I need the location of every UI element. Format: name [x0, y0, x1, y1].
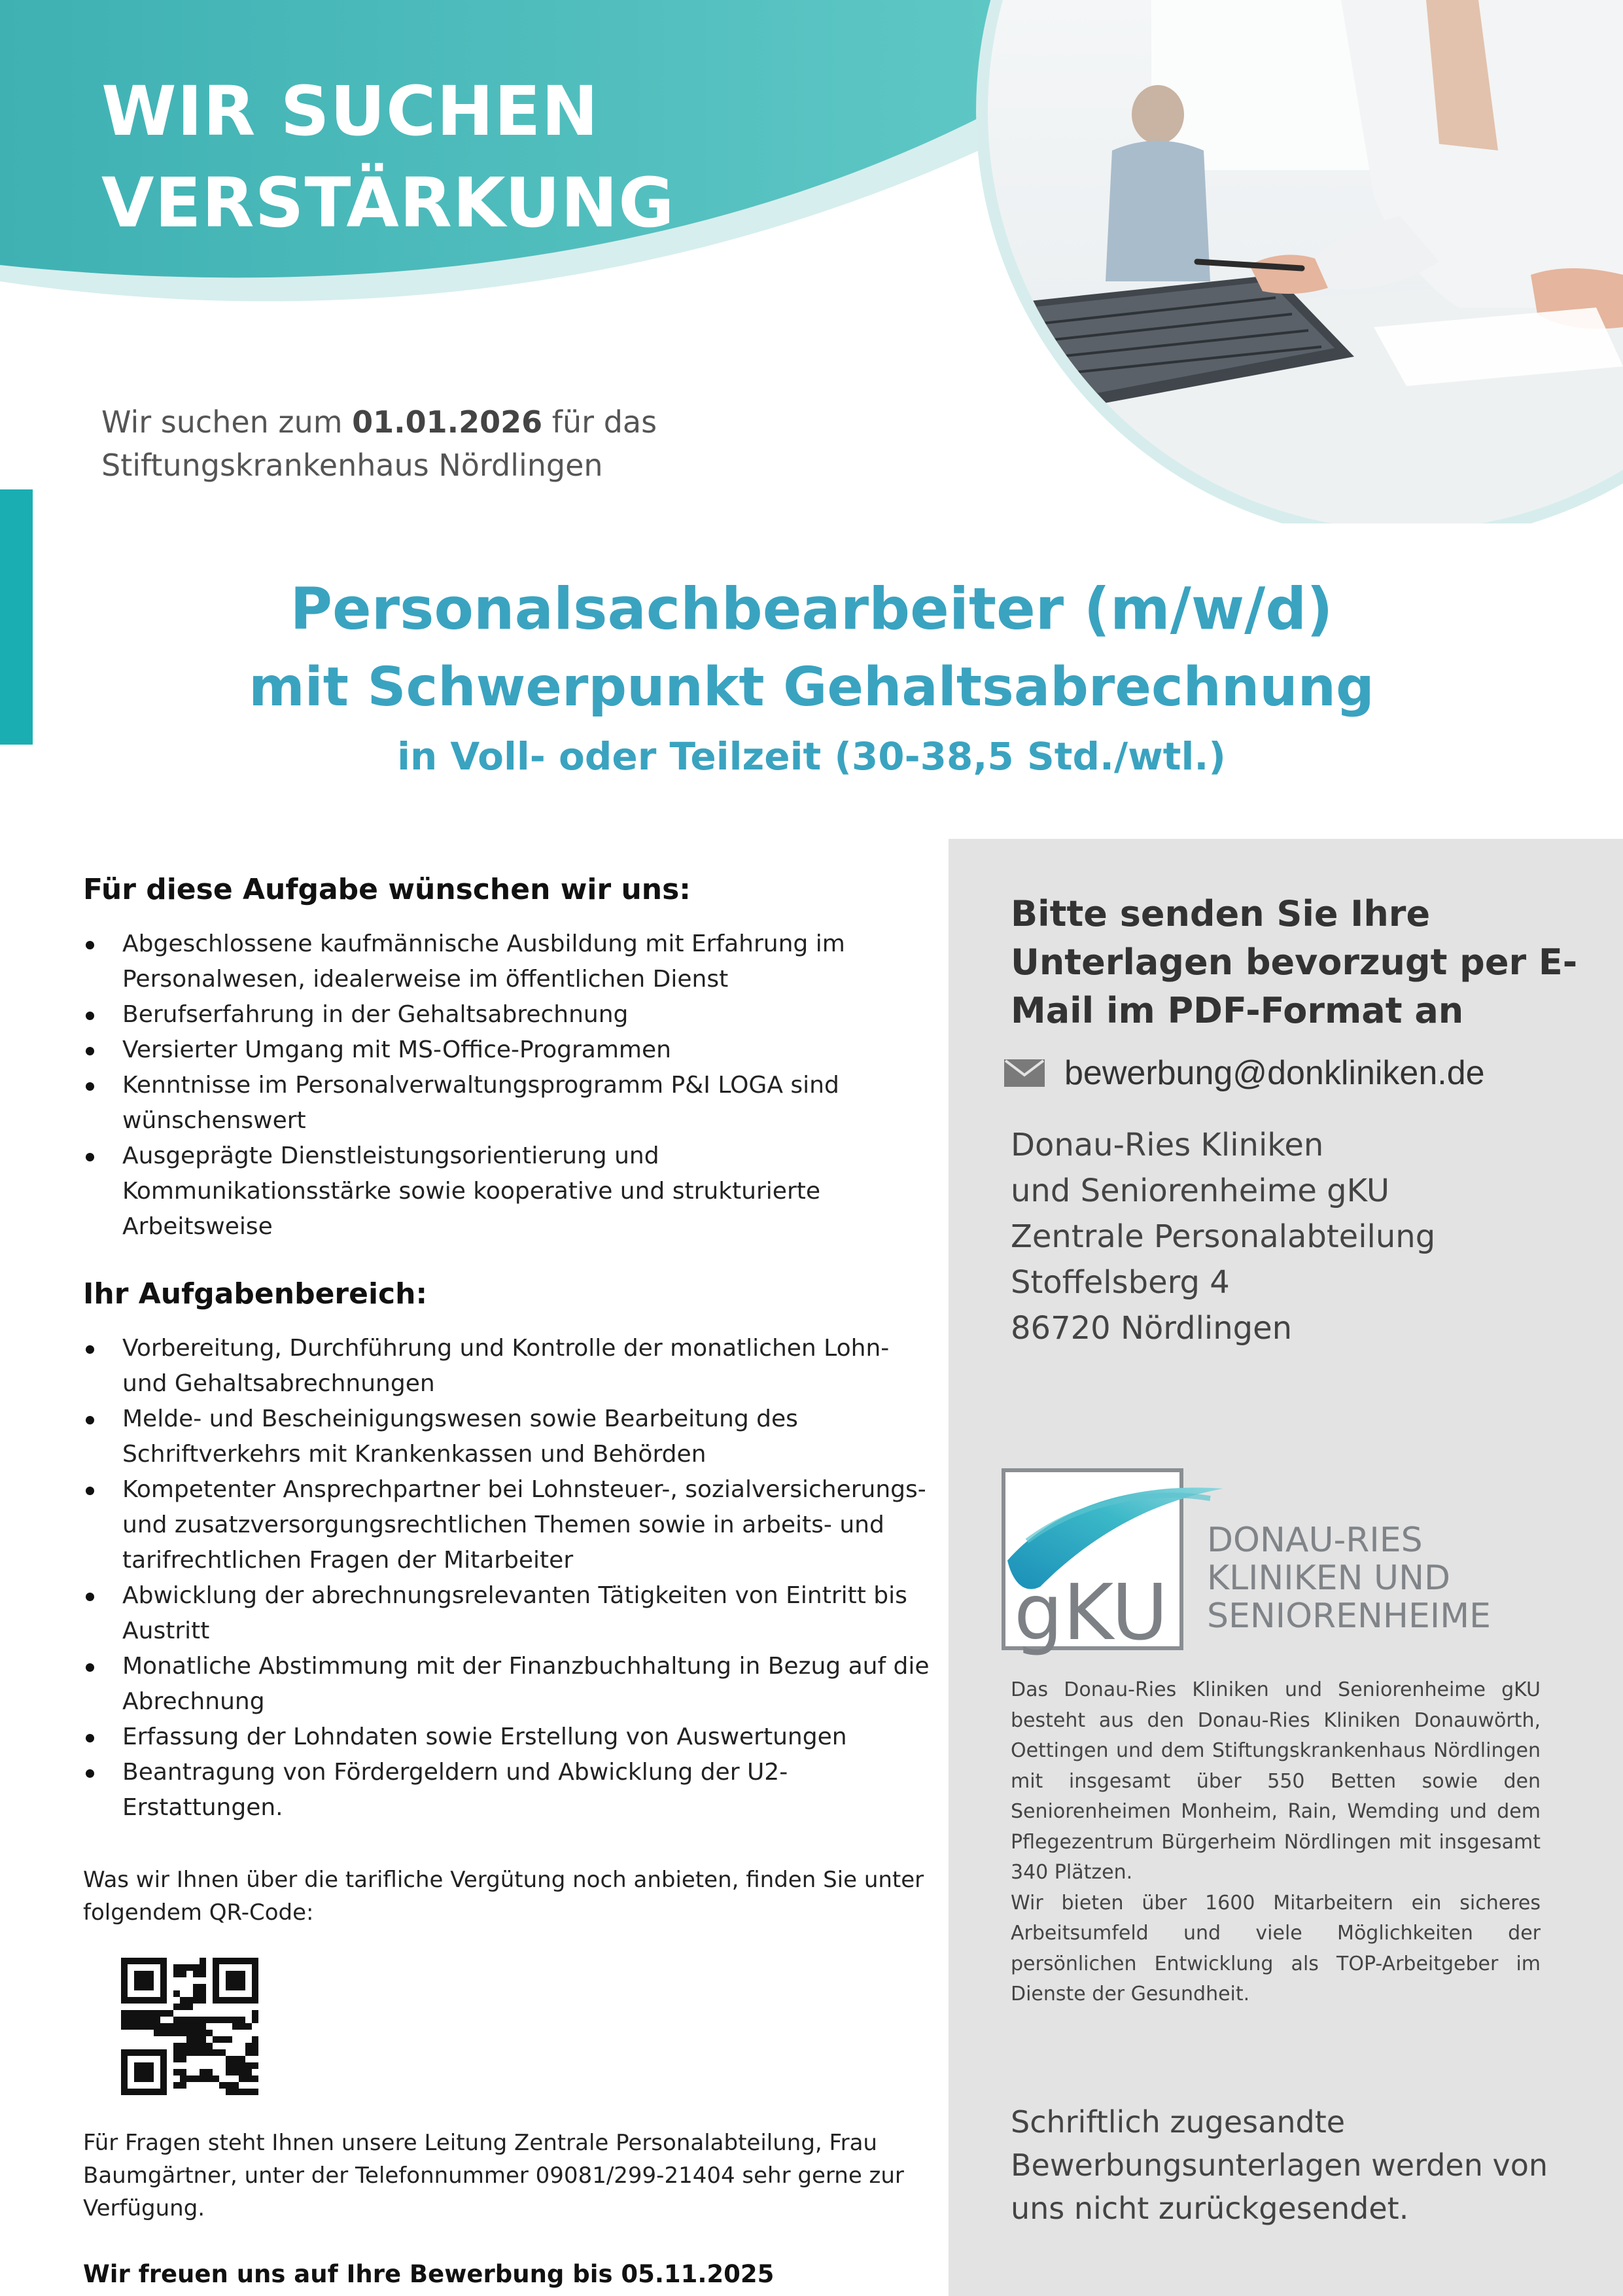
bullet-icon	[86, 1345, 94, 1354]
return-note: Schriftlich zugesandte Bewerbungsunterlagen werden von uns nicht zurückgesendet.	[1011, 2104, 1548, 2226]
requirements-heading: Für diese Aufgabe wünschen wir uns:	[83, 873, 691, 906]
tasks-list	[83, 1331, 934, 1826]
bullet-icon	[86, 1593, 94, 1601]
headline-line2: VERSTÄRKUNG	[101, 163, 675, 243]
list-item: Vorbereitung, Durchführung und Kontrolle der monatlichen Lohn- und Gehaltsabrechnungen	[83, 1331, 934, 1402]
list-item: Versierter Umgang mit MS-Office-Programmen	[83, 1033, 934, 1068]
list-item: Berufserfahrung in der Gehaltsabrechnung	[83, 997, 934, 1033]
intro-hospital: Stiftungskrankenhaus Nördlingen	[101, 448, 603, 483]
address-line: Donau-Ries Kliniken	[1011, 1127, 1324, 1163]
logo-line: DONAU-RIES	[1207, 1521, 1423, 1560]
logo-wordmark	[1207, 1521, 1491, 1635]
address-line: 86720 Nördlingen	[1011, 1310, 1293, 1347]
bullet-icon	[86, 1734, 94, 1742]
contact-text: Für Fragen steht Ihnen unsere Leitung Zentrale Personalabteilung, Frau Baumgärtner, unter der Telefonnummer 09081/299-21404 sehr gerne zur Verfügung.	[83, 2130, 904, 2221]
list-item: Erfassung der Lohndaten sowie Erstellung von Auswertungen	[83, 1720, 934, 1755]
list-item: Abgeschlossene kaufmännische Ausbildung mit Erfahrung im Personalwesen, idealerweise im öffentlichen Dienst	[83, 927, 934, 997]
bullet-icon	[86, 1769, 94, 1778]
postal-address	[1011, 1122, 1435, 1351]
bullet-icon	[86, 1663, 94, 1672]
intro-text	[101, 400, 657, 487]
closing-text: Wir freuen uns auf Ihre Bewerbung bis 05.11.2025	[83, 2260, 775, 2288]
address-line: Zentrale Personalabteilung	[1011, 1218, 1436, 1255]
headline-line1: WIR SUCHEN	[101, 71, 599, 151]
address-line: und Seniorenheime gKU	[1011, 1173, 1389, 1209]
left-column	[83, 870, 934, 2291]
requirements-list	[83, 927, 934, 1245]
bullet-icon	[86, 1012, 94, 1020]
bullet-icon	[86, 1416, 94, 1424]
start-date: 01.01.2026	[352, 404, 543, 440]
job-title: Personalsachbearbeiter (m/w/d)	[290, 575, 1333, 643]
job-title-block	[0, 569, 1623, 786]
email-link[interactable]: bewerbung@donkliniken.de	[1064, 1054, 1485, 1092]
tasks-heading: Ihr Aufgabenbereich:	[83, 1277, 428, 1311]
headline	[101, 65, 675, 249]
qr-code[interactable]	[121, 1958, 258, 2095]
address-line: Stoffelsberg 4	[1011, 1264, 1230, 1301]
bullet-icon	[86, 1487, 94, 1495]
bullet-icon	[86, 1047, 94, 1055]
bullet-icon	[86, 941, 94, 949]
bullet-icon	[86, 1153, 94, 1161]
intro-suffix: für das	[542, 404, 657, 440]
list-item: Kenntnisse im Personalverwaltungsprogramm P&I LOGA sind wünschenswert	[83, 1068, 934, 1139]
about-paragraph: Das Donau-Ries Kliniken und Seniorenheime gKU besteht aus den Donau-Ries Kliniken Donauwörth, Oettingen und dem Stiftungskrankenhaus Nördlingen mit insgesamt über 550 Betten sowie den Seniorenheimen Monheim, Rain, Wemding und dem Pflegezentrum Bürgerheim Nördlingen mit insgesamt 340 Plätzen.	[1011, 1678, 1541, 1884]
job-hours: in Voll- oder Teilzeit (30-38,5 Std./wtl.)	[397, 734, 1226, 779]
envelope-icon	[1004, 1059, 1045, 1087]
compensation-text: Was wir Ihnen über die tarifliche Vergütung noch anbieten, finden Sie unter folgendem QR-Code:	[83, 1867, 924, 1926]
logo-line: SENIORENHEIME	[1207, 1597, 1491, 1636]
office-photo	[916, 0, 1623, 523]
logo-mark: gKU	[1014, 1567, 1168, 1657]
list-item: Abwicklung der abrechnungsrelevanten Tätigkeiten von Eintritt bis Austritt	[83, 1578, 934, 1649]
list-item: Beantragung von Fördergeldern und Abwicklung der U2-Erstattungen.	[83, 1755, 934, 1826]
email-row	[1004, 1053, 1485, 1093]
bullet-icon	[86, 1082, 94, 1091]
list-item: Melde- und Bescheinigungswesen sowie Bearbeitung des Schriftverkehrs mit Krankenkassen und Behörden	[83, 1402, 934, 1472]
job-subtitle: mit Schwerpunkt Gehaltsabrechnung	[249, 656, 1374, 718]
logo-line: KLINIKEN UND	[1207, 1559, 1451, 1598]
intro-prefix: Wir suchen zum	[101, 404, 353, 440]
list-item: Ausgeprägte Dienstleistungsorientierung und Kommunikationsstärke sowie kooperative und strukturierte Arbeitsweise	[83, 1139, 934, 1245]
about-paragraph: Wir bieten über 1600 Mitarbeitern ein sicheres Arbeitsumfeld und viele Möglichkeiten der persönlichen Entwicklung als TOP-Arbeitgeber im Dienste der Gesundheit.	[1011, 1891, 1541, 2005]
application-heading: Bitte senden Sie Ihre Unterlagen bevorzugt per E-Mail im PDF-Format an	[1011, 893, 1578, 1031]
list-item: Kompetenter Ansprechpartner bei Lohnsteuer-, sozialversicherungs- und zusatzversorgungsrechtlichen Themen sowie in arbeits- und tarifrechtlichen Fragen der Mitarbeiter	[83, 1472, 934, 1578]
about-text	[1011, 1675, 1541, 2010]
list-item: Monatliche Abstimmung mit der Finanzbuchhaltung in Bezug auf die Abrechnung	[83, 1649, 934, 1720]
